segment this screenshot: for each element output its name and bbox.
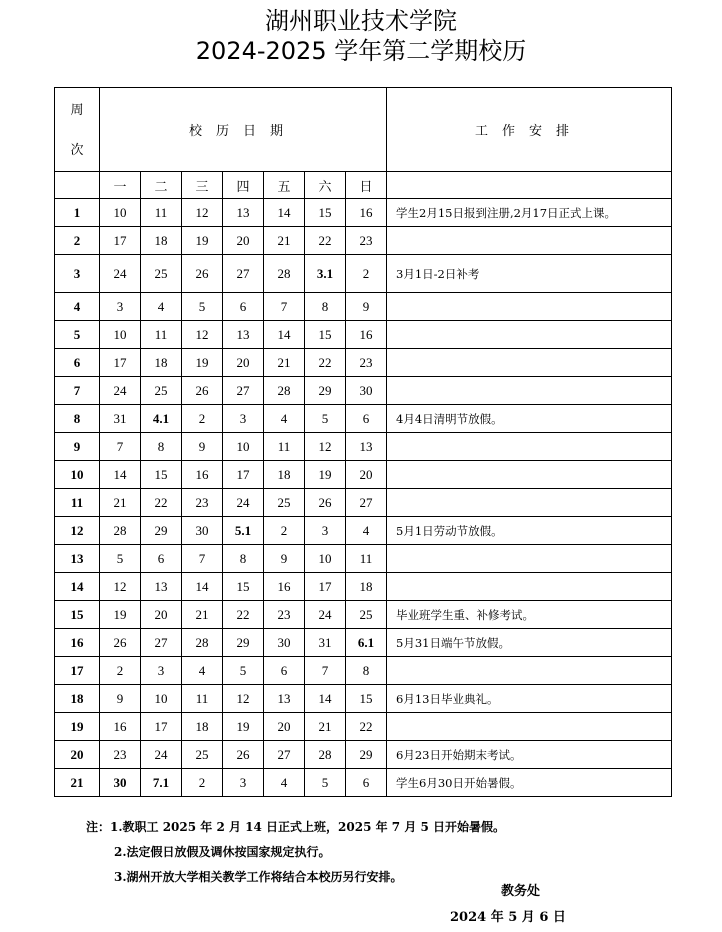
week-row [55,489,672,517]
date-cell: 28 [264,255,305,293]
date-cell: 16 [264,573,305,601]
week-number: 12 [55,517,100,545]
week-number: 8 [55,405,100,433]
date-cell: 8 [305,293,346,321]
date-cell: 2 [182,405,223,433]
date-cell: 13 [346,433,387,461]
work-arrangement-cell: 6月23日开始期末考试。 [387,741,672,769]
week-row [55,405,672,433]
date-cell: 21 [264,227,305,255]
work-arrangement-cell [387,349,672,377]
date-cell: 7 [264,293,305,321]
date-cell: 26 [182,255,223,293]
work-arrangement-cell: 5月31日端午节放假。 [387,629,672,657]
date-cell: 17 [223,461,264,489]
date-cell: 23 [182,489,223,517]
date-cell: 3 [100,293,141,321]
date-cell: 20 [141,601,182,629]
week-number: 7 [55,377,100,405]
week-row [55,199,672,227]
date-cell: 7 [305,657,346,685]
week-number: 18 [55,685,100,713]
week-number: 16 [55,629,100,657]
date-cell: 3.1 [305,255,346,293]
date-cell: 2 [346,255,387,293]
date-cell: 24 [100,255,141,293]
work-arrangement-cell [387,573,672,601]
date-cell: 7.1 [141,769,182,797]
date-cell: 11 [346,545,387,573]
date-cell: 15 [305,199,346,227]
date-cell: 16 [346,321,387,349]
week-row [55,517,672,545]
date-cell: 17 [141,713,182,741]
date-cell: 30 [264,629,305,657]
week-number: 6 [55,349,100,377]
week-number: 10 [55,461,100,489]
date-cell: 7 [100,433,141,461]
date-cell: 29 [305,377,346,405]
date-cell: 2 [264,517,305,545]
date-cell: 12 [182,199,223,227]
date-cell: 11 [264,433,305,461]
date-cell: 13 [223,199,264,227]
week-number: 15 [55,601,100,629]
work-arrangement-cell [387,377,672,405]
date-cell: 29 [141,517,182,545]
date-cell: 31 [100,405,141,433]
week-number: 20 [55,741,100,769]
date-cell: 6 [346,405,387,433]
date-cell: 6 [223,293,264,321]
date-cell: 20 [346,461,387,489]
date-cell: 5 [100,545,141,573]
weekday-label: 四 [223,172,264,199]
date-cell: 23 [346,349,387,377]
work-arrangement-cell: 学生6月30日开始暑假。 [387,769,672,797]
week-number: 2 [55,227,100,255]
date-cell: 2 [182,769,223,797]
date-cell: 23 [264,601,305,629]
date-cell: 18 [346,573,387,601]
date-cell: 5 [182,293,223,321]
document-title: 湖州职业技术学院 [265,7,457,35]
date-cell: 27 [346,489,387,517]
date-cell: 5 [305,769,346,797]
date-cell: 21 [264,349,305,377]
weekday-label: 一 [100,172,141,199]
date-cell: 8 [141,433,182,461]
work-arrangement-cell: 4月4日清明节放假。 [387,405,672,433]
date-cell: 20 [223,227,264,255]
date-cell: 15 [223,573,264,601]
work-arrangement-cell: 3月1日-2日补考 [387,255,672,293]
date-cell: 8 [223,545,264,573]
week-number: 5 [55,321,100,349]
date-cell: 9 [182,433,223,461]
week-row [55,321,672,349]
work-arrangement-cell [387,657,672,685]
date-cell: 22 [346,713,387,741]
date-cell: 20 [223,349,264,377]
footnote: 注：1.教职工 2025 年 2 月 14 日正式上班，2025 年 7 月 5 日开始暑假。 [86,820,506,834]
week-row [55,255,672,293]
date-cell: 4 [141,293,182,321]
week-number: 4 [55,293,100,321]
empty-cell [55,172,100,199]
week-row [55,629,672,657]
week-number: 14 [55,573,100,601]
empty-cell [387,172,672,199]
date-cell: 28 [100,517,141,545]
date-cell: 9 [100,685,141,713]
date-cell: 25 [141,255,182,293]
weekday-label: 六 [305,172,346,199]
week-number: 3 [55,255,100,293]
date-cell: 5.1 [223,517,264,545]
date-cell: 6 [264,657,305,685]
footnote: 3.湖州开放大学相关教学工作将结合本校历另行安排。 [114,870,403,884]
date-cell: 12 [182,321,223,349]
calendar-table [54,87,672,797]
date-cell: 23 [100,741,141,769]
date-cell: 26 [100,629,141,657]
date-cell: 28 [264,377,305,405]
date-cell: 4.1 [141,405,182,433]
week-row [55,741,672,769]
date-cell: 19 [223,713,264,741]
date-cell: 13 [141,573,182,601]
weekday-label: 日 [346,172,387,199]
date-cell: 15 [141,461,182,489]
week-row [55,545,672,573]
week-row [55,293,672,321]
work-arrangement-cell [387,713,672,741]
work-arrangement-header: 工作安排 [387,88,672,172]
date-cell: 9 [346,293,387,321]
date-cell: 7 [182,545,223,573]
work-arrangement-cell [387,293,672,321]
work-arrangement-cell: 6月13日毕业典礼。 [387,685,672,713]
date-cell: 19 [182,227,223,255]
date-cell: 26 [223,741,264,769]
date-cell: 6 [346,769,387,797]
date-cell: 25 [264,489,305,517]
date-cell: 4 [264,405,305,433]
date-cell: 16 [182,461,223,489]
date-cell: 30 [346,377,387,405]
date-cell: 11 [182,685,223,713]
date-cell: 14 [182,573,223,601]
work-arrangement-cell [387,227,672,255]
date-cell: 11 [141,199,182,227]
date-cell: 27 [223,255,264,293]
date-cell: 4 [182,657,223,685]
date-cell: 10 [100,321,141,349]
date-cell: 10 [305,545,346,573]
date-cell: 29 [223,629,264,657]
date-cell: 3 [305,517,346,545]
date-cell: 11 [141,321,182,349]
week-number: 21 [55,769,100,797]
date-cell: 19 [305,461,346,489]
week-row [55,433,672,461]
date-cell: 22 [141,489,182,517]
date-cell: 19 [182,349,223,377]
date-cell: 21 [182,601,223,629]
date-cell: 27 [264,741,305,769]
date-cell: 4 [346,517,387,545]
date-cell: 17 [305,573,346,601]
date-cell: 10 [100,199,141,227]
date-cell: 19 [100,601,141,629]
date-cell: 13 [223,321,264,349]
week-row [55,227,672,255]
date-cell: 3 [223,769,264,797]
date-cell: 28 [182,629,223,657]
date-cell: 15 [346,685,387,713]
week-column-header: 周 次 [55,88,100,172]
date-cell: 18 [141,227,182,255]
date-cell: 24 [141,741,182,769]
week-row [55,685,672,713]
date-cell: 31 [305,629,346,657]
weekday-label: 五 [264,172,305,199]
week-number: 17 [55,657,100,685]
date-cell: 15 [305,321,346,349]
work-arrangement-cell: 5月1日劳动节放假。 [387,517,672,545]
date-cell: 28 [305,741,346,769]
week-row [55,349,672,377]
work-arrangement-cell [387,321,672,349]
date-cell: 14 [305,685,346,713]
date-cell: 23 [346,227,387,255]
date-cell: 6.1 [346,629,387,657]
weekday-label: 三 [182,172,223,199]
issue-date: 2024 年 5 月 6 日 [450,910,566,925]
week-number: 19 [55,713,100,741]
date-cell: 12 [100,573,141,601]
date-cell: 21 [100,489,141,517]
date-cell: 27 [223,377,264,405]
week-number: 9 [55,433,100,461]
date-cell: 22 [223,601,264,629]
date-cell: 5 [223,657,264,685]
date-cell: 16 [100,713,141,741]
week-row [55,657,672,685]
date-cell: 18 [182,713,223,741]
week-row [55,601,672,629]
date-cell: 3 [223,405,264,433]
date-cell: 17 [100,227,141,255]
work-arrangement-cell [387,489,672,517]
calendar-dates-header: 校历日期 [100,88,387,172]
footnote: 2.法定假日放假及调休按国家规定执行。 [114,845,331,859]
date-cell: 20 [264,713,305,741]
date-cell: 26 [182,377,223,405]
date-cell: 18 [141,349,182,377]
week-row [55,769,672,797]
date-cell: 22 [305,227,346,255]
date-cell: 13 [264,685,305,713]
week-row [55,573,672,601]
date-cell: 24 [305,601,346,629]
issuing-office: 教务处 [501,884,541,899]
date-cell: 25 [182,741,223,769]
date-cell: 12 [305,433,346,461]
date-cell: 10 [223,433,264,461]
week-number: 11 [55,489,100,517]
date-cell: 24 [100,377,141,405]
date-cell: 18 [264,461,305,489]
date-cell: 30 [182,517,223,545]
date-cell: 14 [264,321,305,349]
week-row [55,377,672,405]
date-cell: 3 [141,657,182,685]
date-cell: 27 [141,629,182,657]
date-cell: 25 [141,377,182,405]
work-arrangement-cell: 毕业班学生重、补修考试。 [387,601,672,629]
date-cell: 16 [346,199,387,227]
work-arrangement-cell [387,545,672,573]
date-cell: 29 [346,741,387,769]
date-cell: 21 [305,713,346,741]
week-row [55,713,672,741]
date-cell: 5 [305,405,346,433]
weekday-header-row [55,172,672,199]
date-cell: 10 [141,685,182,713]
week-row [55,461,672,489]
date-cell: 30 [100,769,141,797]
date-cell: 14 [264,199,305,227]
work-arrangement-cell: 学生2月15日报到注册,2月17日正式上课。 [387,199,672,227]
date-cell: 12 [223,685,264,713]
work-arrangement-cell [387,461,672,489]
week-number: 13 [55,545,100,573]
date-cell: 14 [100,461,141,489]
date-cell: 25 [346,601,387,629]
date-cell: 6 [141,545,182,573]
date-cell: 8 [346,657,387,685]
date-cell: 24 [223,489,264,517]
week-number: 1 [55,199,100,227]
footnotes [86,815,505,890]
date-cell: 2 [100,657,141,685]
weekday-label: 二 [141,172,182,199]
work-arrangement-cell [387,433,672,461]
date-cell: 4 [264,769,305,797]
date-cell: 17 [100,349,141,377]
date-cell: 26 [305,489,346,517]
date-cell: 22 [305,349,346,377]
document-subtitle: 2024-2025 学年第二学期校历 [195,37,527,65]
date-cell: 9 [264,545,305,573]
